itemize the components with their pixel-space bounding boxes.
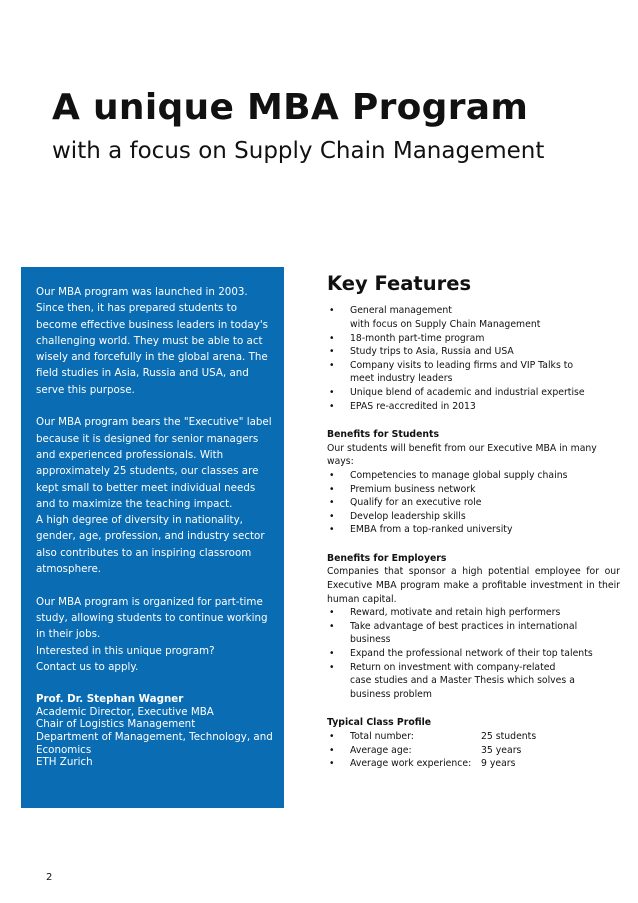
text-line: approximately 25 students, our classes are (36, 465, 259, 478)
profile-label: Average age: (350, 744, 412, 756)
item-text: EPAS re-accredited in 2013 (350, 400, 476, 412)
benefits-students-heading: Benefits for Students (327, 429, 439, 441)
list-item (327, 730, 620, 744)
benefits-employers-list (327, 606, 620, 701)
list-item (327, 647, 620, 661)
item-text: Reward, motivate and retain high performers (350, 607, 561, 619)
list-item (327, 496, 620, 510)
item-text: business problem (350, 688, 432, 700)
list-item (327, 620, 620, 647)
text-line: and to maximize the teaching impact. (36, 497, 233, 510)
list-item (327, 744, 620, 758)
class-profile-list (327, 730, 620, 771)
text-line: gender, age, profession, and industry sector (36, 530, 265, 543)
item-text: Company visits to leading firms and VIP Talks to (350, 359, 574, 371)
text-line: and experienced professionals. With (36, 448, 224, 461)
item-text: Unique blend of academic and industrial expertise (350, 386, 585, 398)
item-text: Take advantage of best practices in international (350, 620, 578, 632)
signature-line: Chair of Logistics Management (36, 718, 196, 731)
list-item (327, 386, 620, 400)
benefits-employers-heading: Benefits for Employers (327, 552, 447, 564)
intro-paragraph-executive (36, 414, 284, 577)
text-line: become effective business leaders in today's (36, 318, 269, 331)
text-line: also contributes to an inspiring classroom (36, 546, 252, 559)
list-item (327, 400, 620, 414)
profile-label: Total number: (350, 731, 414, 742)
item-text: General management (350, 305, 452, 317)
item-text: Return on investment with company-related (350, 661, 556, 673)
bullet-marker: • (329, 483, 335, 495)
text-line: kept small to better meet individual needs (36, 481, 256, 494)
bullet-marker: • (329, 661, 335, 673)
list-item (327, 523, 620, 537)
signature-block (36, 693, 284, 769)
text-line: study, allowing students to continue working (36, 611, 268, 624)
signature-line: Department of Management, Technology, and (36, 730, 273, 743)
text-line: A high degree of diversity in nationality, (36, 514, 243, 527)
text-line: Our MBA program is organized for part-time (36, 595, 263, 608)
bullet-marker: • (329, 524, 335, 536)
text-line: Since then, it has prepared students to (36, 302, 238, 315)
profile-value: 25 students (481, 731, 537, 742)
text-line: Contact us to apply. (36, 660, 139, 673)
list-item (327, 483, 620, 497)
list-item (327, 332, 620, 346)
signature-name: Prof. Dr. Stephan Wagner (36, 693, 184, 706)
text-line: serve this purpose. (36, 383, 135, 396)
item-text: Develop leadership skills (350, 510, 466, 522)
list-item (327, 359, 620, 386)
signature-line: Economics (36, 743, 92, 756)
bullet-marker: • (329, 400, 335, 412)
bullet-marker: • (329, 359, 335, 371)
item-text: business (350, 634, 391, 646)
intro-sidebar (21, 267, 284, 808)
page-number: 2 (46, 872, 53, 883)
item-text: Premium business network (350, 483, 476, 495)
item-text: Competencies to manage global supply chains (350, 469, 568, 481)
key-features-list (327, 304, 620, 413)
text-line: Our MBA program was launched in 2003. (36, 286, 248, 298)
text-line: atmosphere. (36, 563, 102, 576)
item-text: Expand the professional network of their top talents (350, 648, 593, 660)
intro-paragraph-parttime (36, 594, 284, 675)
features-column (327, 272, 620, 771)
signature-line: ETH Zurich (36, 756, 93, 769)
list-item (327, 304, 620, 331)
signature-line: Academic Director, Executive MBA (36, 705, 214, 718)
key-features-heading: Key Features (327, 272, 472, 295)
bullet-marker: • (329, 758, 335, 770)
item-text: case studies and a Master Thesis which solves a (350, 675, 575, 687)
benefits-students-list (327, 469, 620, 537)
text-line: Interested in this unique program? (36, 644, 215, 657)
bullet-marker: • (329, 386, 335, 398)
class-profile-heading: Typical Class Profile (327, 717, 432, 729)
bullet-marker: • (329, 648, 335, 660)
page-subtitle: with a focus on Supply Chain Management (52, 138, 545, 164)
bullet-marker: • (329, 731, 335, 742)
item-text: Study trips to Asia, Russia and USA (350, 346, 514, 358)
bullet-marker: • (329, 510, 335, 522)
list-item (327, 510, 620, 524)
page-title: A unique MBA Program (52, 87, 529, 128)
text-line: because it is designed for senior managers (36, 432, 259, 445)
text-line: Our MBA program bears the "Executive" label (36, 416, 272, 429)
list-item (327, 757, 620, 771)
list-item (327, 661, 620, 702)
profile-value: 9 years (481, 758, 516, 770)
item-text: meet industry leaders (350, 373, 453, 385)
list-item (327, 345, 620, 359)
item-text: Qualify for an executive role (350, 497, 482, 509)
item-text: 18-month part-time program (350, 332, 485, 344)
list-item (327, 469, 620, 483)
text-line: wisely and forcefully in the global arena. The (36, 351, 268, 364)
bullet-marker: • (329, 469, 335, 481)
bullet-marker: • (329, 497, 335, 509)
profile-value: 35 years (481, 744, 522, 756)
benefits-students-intro: Our students will benefit from our Executive MBA in many ways: (327, 442, 597, 468)
bullet-marker: • (329, 332, 335, 344)
profile-label: Average work experience: (350, 758, 472, 770)
list-item (327, 606, 620, 620)
bullet-marker: • (329, 346, 335, 358)
benefits-employers-intro: Companies that sponsor a high potential employee for our Executive MBA program make a profitable investment in their human capital. (327, 566, 620, 605)
item-text: with focus on Supply Chain Management (350, 318, 541, 330)
bullet-marker: • (329, 607, 335, 619)
text-line: in their jobs. (36, 628, 101, 641)
item-text: EMBA from a top-ranked university (350, 524, 513, 536)
bullet-marker: • (329, 305, 335, 317)
intro-paragraph-launch (36, 284, 284, 398)
bullet-marker: • (329, 744, 335, 756)
text-line: field studies in Asia, Russia and USA, and (36, 367, 249, 380)
bullet-marker: • (329, 620, 335, 632)
text-line: challenging world. They must be able to act (36, 334, 263, 347)
